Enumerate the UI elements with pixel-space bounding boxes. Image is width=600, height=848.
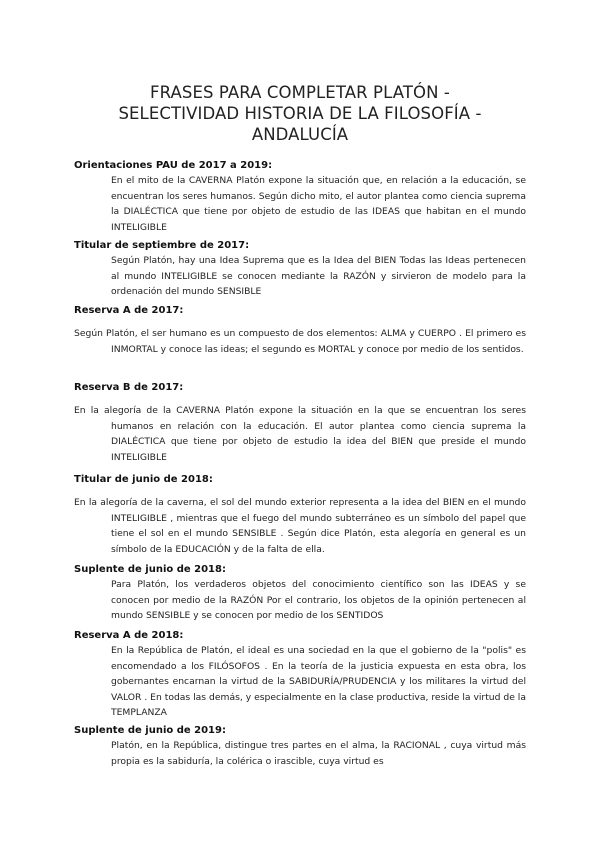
- section-reserva-a-2017: [74, 304, 526, 357]
- section-text: Según Platón, hay una Idea Suprema que es la Idea del BIEN Todas las Ideas pertenecen al mundo INTELIGIBLE se conocen mediante la RAZÓN y sirvieron de modelo para la ordenación del mundo SENSIBLE: [111, 255, 526, 298]
- section-heading: Titular de junio de 2018:: [74, 474, 213, 485]
- section-heading: Reserva A de 2018:: [74, 630, 184, 641]
- page-title: [60, 82, 540, 145]
- section-heading: Titular de septiembre de 2017:: [74, 240, 250, 251]
- section-text: En la alegoría de la CAVERNA Platón expone la situación en la que se encuentran los seres humanos en relación con la educación. El autor plantea como ciencia suprema la DIALÉCTICA que tiene por objeto de estudio la idea del BIEN que preside el mundo INTELIGIBLE: [74, 405, 526, 463]
- section-text: En la alegoría de la caverna, el sol del mundo exterior representa a la idea del BIEN en el mundo INTELIGIBLE , mientras que el fuego del mundo subterráneo es un símbolo del papel que tiene el sol en el mundo SENSIBLE . Según dice Platón, esta alegoría en general es un símbolo de la EDUCACIÓN y de la falta de ella.: [74, 497, 526, 555]
- section-text: Para Platón, los verdaderos objetos del conocimiento científico son las IDEAS y se conocen por medio de la RAZÓN Por el contrario, los objetos de la opinión pertenecen al mundo SENSIBLE y se conocen por medio de los SENTIDOS: [111, 579, 526, 622]
- section-heading: Orientaciones PAU de 2017 a 2019:: [74, 160, 273, 171]
- section-reserva-a-2018: [74, 629, 526, 721]
- section-text: Platón, en la República, distingue tres partes en el alma, la RACIONAL , cuya virtud más propia es la sabiduría, la colérica o irascible, cuya virtud es: [111, 740, 526, 767]
- section-suplente-junio-2018: [74, 563, 526, 624]
- section-heading: Suplente de junio de 2018:: [74, 564, 226, 575]
- section-titular-septiembre-2017: [74, 239, 526, 300]
- title-line-2: SELECTIVIDAD HISTORIA DE LA FILOSOFÍA -: [118, 104, 482, 123]
- title-line-1: FRASES PARA COMPLETAR PLATÓN -: [150, 83, 450, 102]
- section-text: En la República de Platón, el ideal es una sociedad en la que el gobierno de la "polis" es encomendado a los FILÓSOFOS . En la teoría de la justicia expuesta en esta obra, los gobernantes encarnan la virtud de la SABIDURÍA/PRUDENCIA y los militares la virtud del VALOR . En todas las demás, y especialmente en la clase productiva, reside la virtud de la TEMPLANZA: [111, 645, 526, 719]
- section-heading: Reserva B de 2017:: [74, 382, 184, 393]
- section-reserva-b-2017: [74, 381, 526, 465]
- section-text: En el mito de la CAVERNA Platón expone la situación que, en relación a la educación, se encuentran los seres humanos. Según dicho mito, el autor plantea como ciencia suprema la DIALÉCTICA que tiene por objeto de estudio de las IDEAS que habitan en el mundo INTELIGIBLE: [111, 175, 526, 233]
- section-orientaciones-2017-2019: [74, 159, 526, 235]
- title-line-3: ANDALUCÍA: [251, 125, 349, 144]
- section-heading: Suplente de junio de 2019:: [74, 725, 226, 736]
- section-titular-junio-2018: [74, 473, 526, 557]
- section-text: Según Platón, el ser humano es un compuesto de dos elementos: ALMA y CUERPO . El primero es INMORTAL y conoce las ideas; el segundo es MORTAL y conoce por medio de los sentidos.: [74, 328, 526, 355]
- section-heading: Reserva A de 2017:: [74, 305, 184, 316]
- section-suplente-junio-2019: [74, 724, 526, 769]
